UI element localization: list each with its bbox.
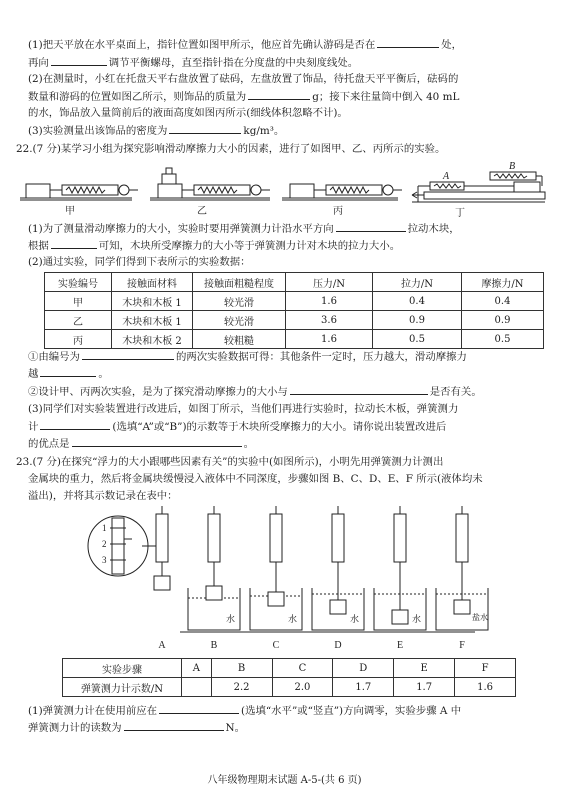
scale-label-3: 3	[102, 555, 107, 565]
answer-blank[interactable]	[377, 38, 439, 48]
table-row: 甲 木块和木板 1 较光滑 1.6 0.4 0.4	[45, 292, 544, 311]
q21-line2: 再向 调节平衡螺母，直至指针指在分度盘的中央刻度线处。	[28, 57, 359, 69]
buoyancy-data-table	[62, 658, 516, 697]
table-header-row: 实验编号 接触面材料 接触面粗糙程度 压力/N 拉力/N 摩擦力/N	[45, 273, 544, 292]
q23-line5: 弹簧测力计的读数为 N。	[28, 722, 245, 734]
friction-apparatus-figure	[20, 158, 550, 220]
q21-line5: 的水，饰品放入量筒前后的液面高度如图丙所示(细线体积忽略不计)。	[28, 107, 348, 119]
page-footer: 八年级物理期末试题 A-5-(共 6 页)	[207, 775, 362, 786]
q23-line1: 23.(7 分)在探究“浮力的大小跟哪些因素有关”的实验中(如图所示)，小明先用弹簧测力计测出	[16, 456, 444, 468]
table-header-row: 实验步骤 A B C D E F	[63, 659, 516, 678]
answer-blank[interactable]	[124, 721, 224, 731]
q22-line7: (3)同学们对实验装置进行改进后，如图丁所示，当他们再进行实验时，拉动长木板，弹簧测力	[28, 403, 459, 415]
answer-blank[interactable]	[72, 437, 242, 447]
water-label: 水	[350, 614, 360, 624]
q21-line3: (2)在测量时，小红在托盘天平右盘放置了砝码，左盘放置了饰品，待托盘天平平衡后，砝码的	[28, 73, 459, 85]
friction-data-table	[44, 272, 544, 349]
q22-line6: ②设计甲、丙两次实验，是为了探究滑动摩擦力的大小与 是否有关。	[28, 386, 482, 398]
fig-label-b: B	[210, 640, 218, 651]
fig-label-a: A	[158, 640, 166, 651]
q22-heading: 22.(7 分)某学习小组为探究影响滑动摩擦力大小的因素，进行了如图甲、乙、丙所示的实验。	[16, 143, 446, 155]
answer-blank[interactable]	[40, 420, 110, 430]
water-label: 水	[226, 614, 236, 624]
fig-label-ding: 丁	[455, 208, 465, 219]
q22-line3: (2)通过实验，同学们得到下表所示的实验数据：	[28, 256, 251, 268]
fig-label-a: A	[442, 171, 450, 182]
answer-blank[interactable]	[290, 385, 428, 395]
q23-line4: (1)弹簧测力计在使用前应在 (选填“水平”或“竖直”)方向调零，实验步骤 A 中	[28, 705, 462, 717]
answer-blank[interactable]	[40, 367, 96, 377]
answer-blank[interactable]	[51, 239, 97, 249]
table-row: 丙 木块和木板 2 较粗糙 1.6 0.5 0.5	[45, 330, 544, 349]
fig-label-d: D	[334, 640, 342, 651]
answer-blank[interactable]	[51, 56, 107, 66]
q23-line2: 金属块的重力，然后将金属块缓慢浸入液体中不同深度，步骤如图 B、C、D、E、F 所示(液体均未	[28, 473, 483, 485]
q21-line4: 数量和游码的位置如图乙所示，则饰品的质量为 g；接下来往量筒中倒入 40 mL	[28, 91, 460, 103]
q22-line5: 越 。	[28, 368, 109, 380]
answer-blank[interactable]	[336, 222, 406, 232]
fig-label-e: E	[396, 640, 404, 651]
fig-label-b: B	[508, 161, 516, 172]
fig-label-bing: 丙	[333, 206, 343, 217]
q23-line3: 溢出)，并将其示数记录在表中：	[28, 490, 178, 502]
q22-line2: 根据 可知，木块所受摩擦力的大小等于弹簧测力计对木块的拉力大小。	[28, 240, 401, 252]
q22-line1: (1)为了测量滑动摩擦力的大小，实验时要用弹簧测力计沿水平方向 拉动木块，	[28, 223, 460, 235]
scale-label-2: 2	[102, 539, 107, 549]
answer-blank[interactable]	[159, 704, 239, 714]
q21-line1: (1)把天平放在水平桌面上，指针位置如图甲所示，他应首先确认游码是否在 处，	[28, 39, 462, 51]
buoyancy-experiment-figure	[80, 506, 500, 656]
fig-label-jia: 甲	[65, 206, 75, 217]
water-label: 水	[288, 614, 298, 624]
fig-label-yi: 乙	[197, 206, 207, 217]
q22-line9: 的优点是 。	[28, 438, 254, 450]
scale-label-1: 1	[102, 523, 107, 533]
q21-line6: (3)实验测量出该饰品的密度为 kg/m³。	[28, 125, 285, 137]
answer-blank[interactable]	[169, 124, 241, 134]
q22-line4: ①由编号为 的两次实验数据可得：其他条件一定时，压力越大，滑动摩擦力	[28, 351, 467, 363]
table-row: 弹簧测力计示数/N 2.2 2.0 1.7 1.7 1.6	[63, 678, 516, 697]
answer-blank[interactable]	[248, 90, 310, 100]
fig-label-c: C	[272, 640, 280, 651]
water-label: 水	[412, 614, 422, 624]
saltwater-label: 盐水	[472, 613, 488, 622]
answer-blank[interactable]	[82, 350, 174, 360]
q22-line8: 计 (选填“A”或“B”)的示数等于木块所受摩擦力的大小。请你说出装置改进后	[28, 421, 447, 433]
table-row: 乙 木块和木板 1 较光滑 3.6 0.9 0.9	[45, 311, 544, 330]
fig-label-f: F	[459, 640, 465, 651]
